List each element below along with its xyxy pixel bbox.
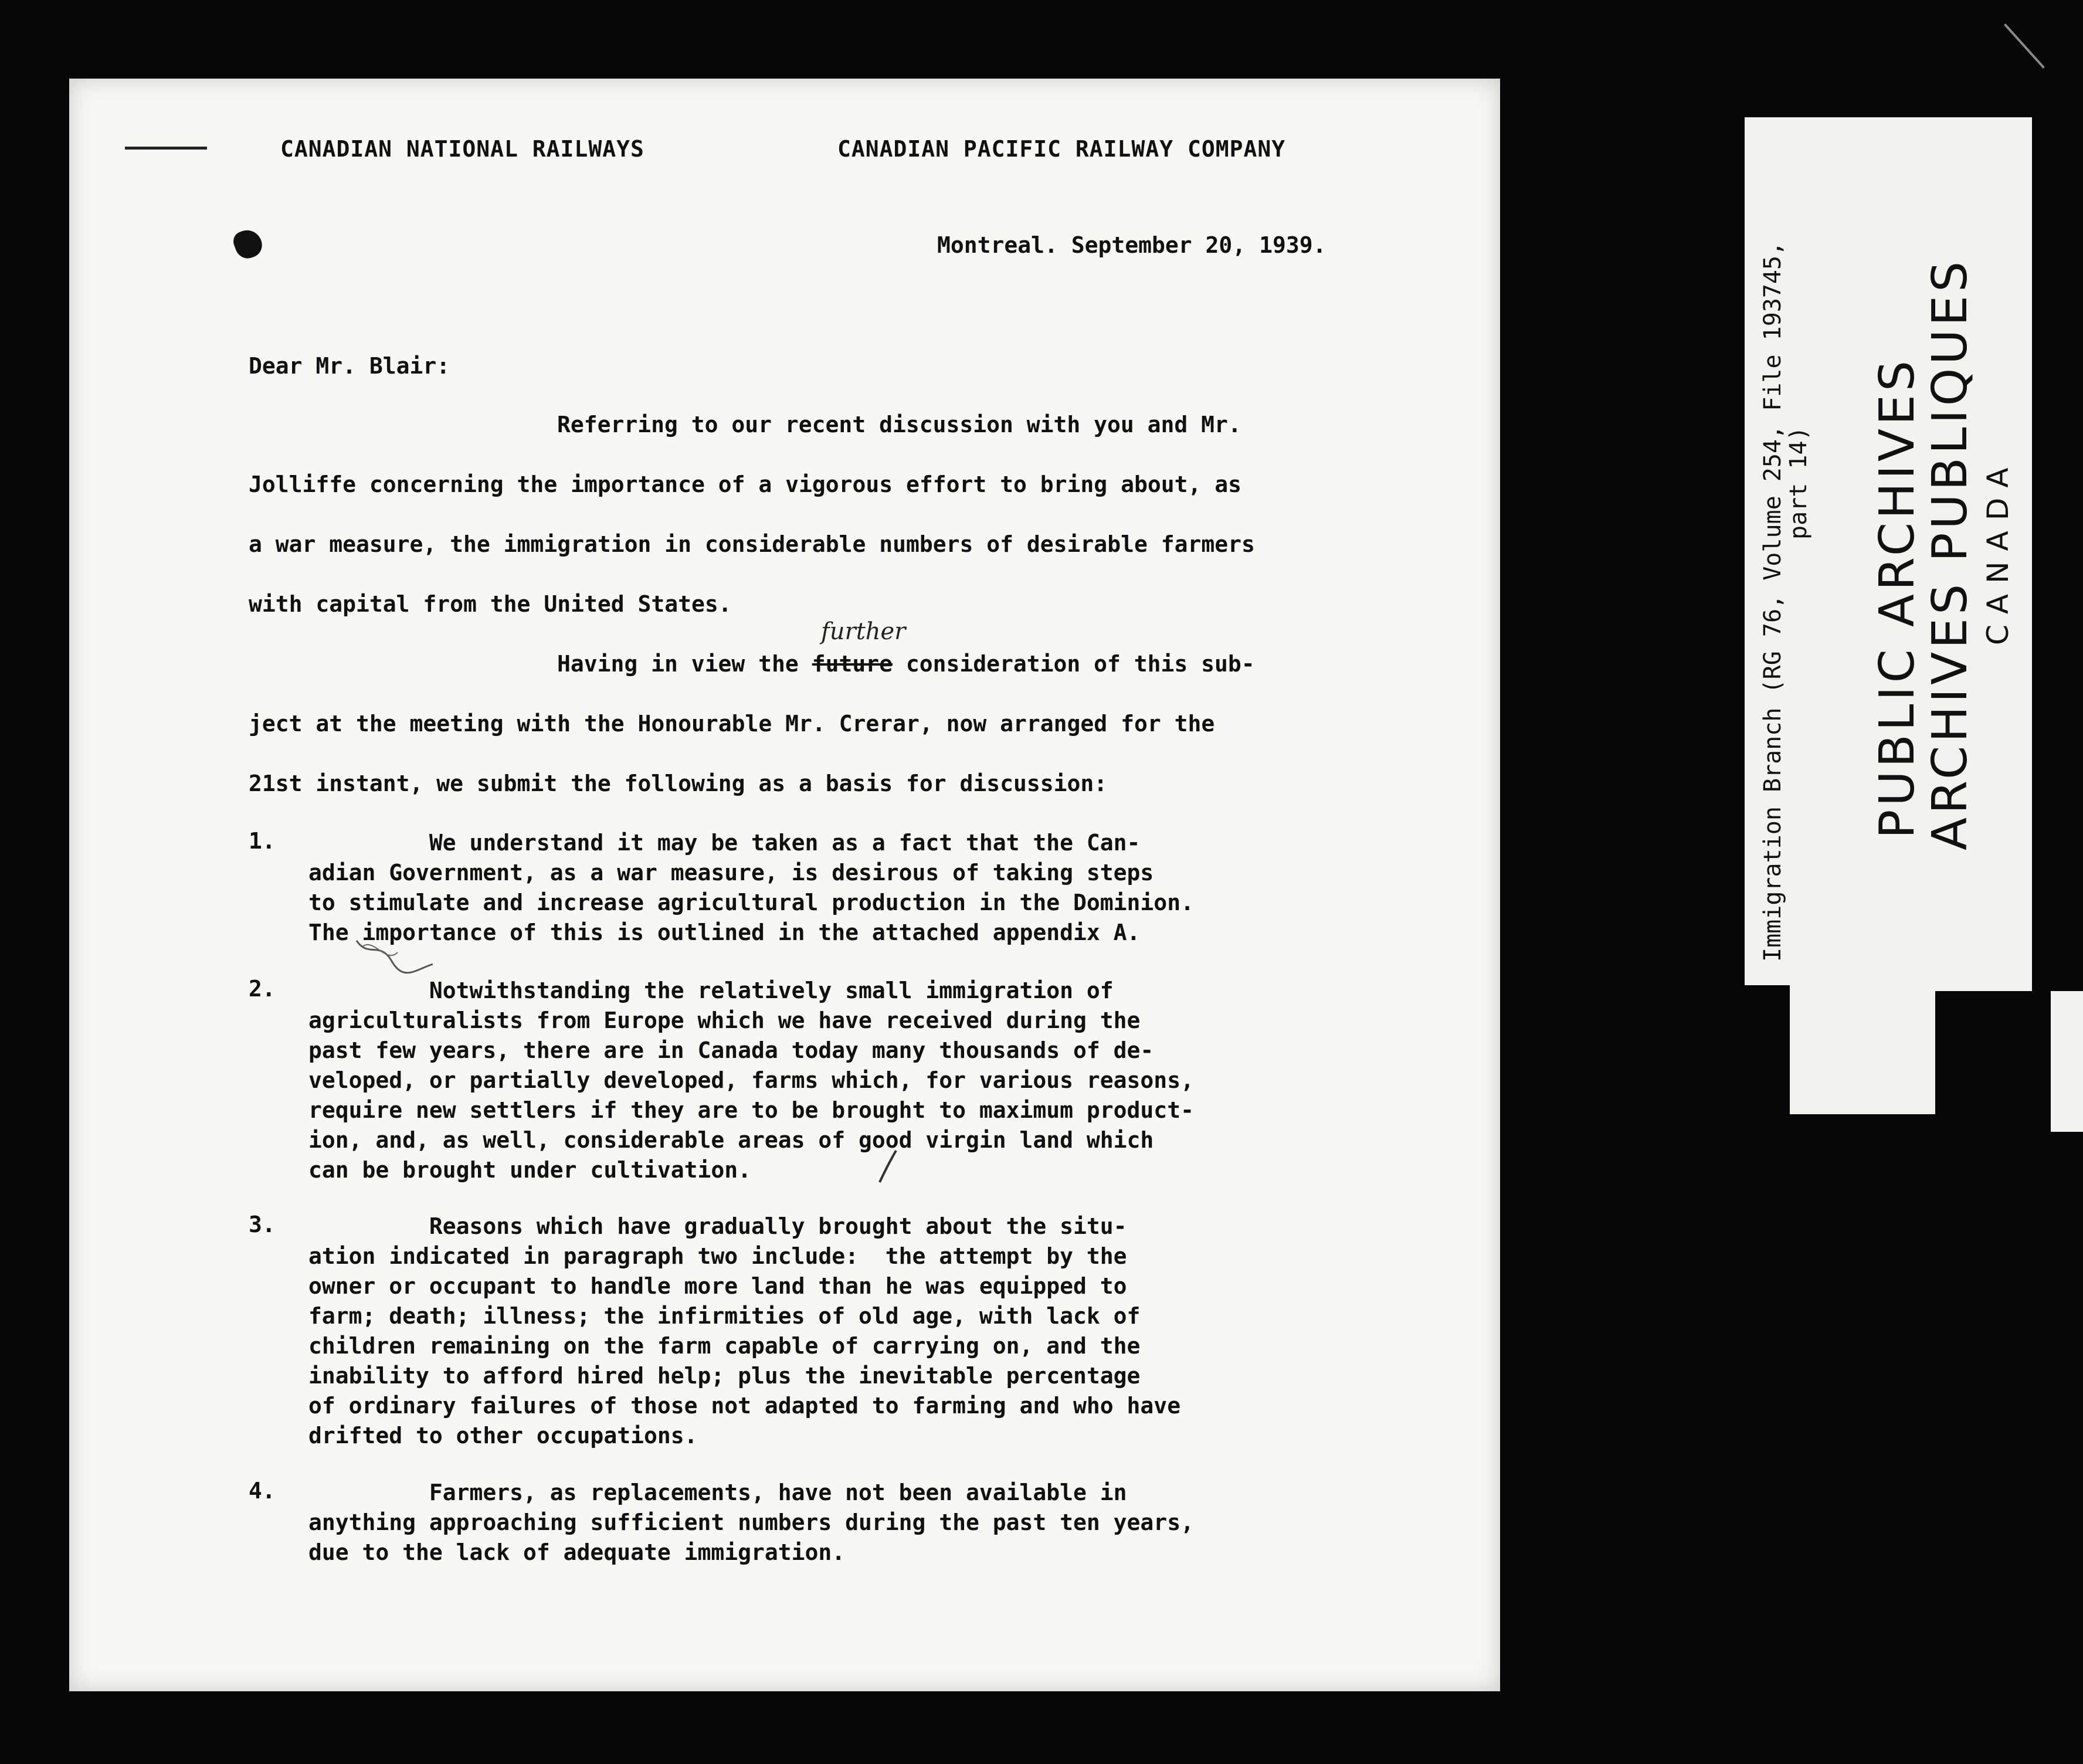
country-label: CANADA [1981,457,2015,645]
item-line: can be brought under cultivation. [308,1157,751,1183]
item-line: The importance of this is outlined in the attached appendix A. [308,920,1141,945]
pencil-tick-mark [873,1146,908,1187]
item-line: to stimulate and increase agricultural production in the Dominion. [308,890,1194,915]
pencil-scribble [345,935,439,982]
intro-line: Jolliffe concerning the importance of a vigorous effort to bring about, as [249,471,1241,497]
item-line: veloped, or partially developed, farms which, for various reasons, [308,1067,1194,1093]
item-line: ion, and, as well, considerable areas of good virgin land which [308,1127,1154,1153]
item-number: 1. [249,828,276,854]
struck-word: future [812,651,893,677]
item-line: due to the lack of adequate immigration. [308,1539,846,1565]
item-line: ation indicated in paragraph two include: the attempt by the [308,1243,1127,1269]
public-archives-title: PUBLIC ARCHIVES [1870,357,1925,839]
archive-reference-line: Immigration Branch (RG 76, Volume 254, File 193745, [1759,241,1786,962]
label-card-edge [2051,991,2083,1132]
archive-reference-line: part 14) [1785,426,1812,540]
second-para-line: 21st instant, we submit the following as a basis for discussion: [249,771,1108,796]
second-para-line: ject at the meeting with the Honourable Mr. Crerar, now arranged for the [249,711,1215,737]
item-line: owner or occupant to handle more land than he was equipped to [308,1273,1127,1299]
item-line: Farmers, as replacements, have not been available in [308,1480,1127,1505]
ink-blot-mark [230,226,266,262]
item-line: require new settlers if they are to be brought to maximum product- [308,1097,1194,1123]
item-line: inability to afford hired help; plus the inevitable percentage [308,1363,1141,1389]
intro-line: a war measure, the immigration in considerable numbers of desirable farmers [249,531,1255,557]
margin-dash-mark [125,147,207,150]
item-line: Notwithstanding the relatively small immigration of [308,978,1114,1003]
label-card-lower [1790,985,1935,1114]
handwritten-insert: further [821,618,906,645]
item-line: drifted to other occupations. [308,1423,698,1448]
intro-line: with capital from the United States. [249,591,732,617]
line-text: consideration of this sub- [892,651,1255,677]
item-line: past few years, there are in Canada today many thousands of de- [308,1037,1154,1063]
item-line: anything approaching sufficient numbers during the past ten years, [308,1509,1194,1535]
archives-publiques-title: ARCHIVES PUBLIQUES [1922,257,1978,850]
letterhead-left: CANADIAN NATIONAL RAILWAYS [280,136,644,162]
corner-scratch [2004,23,2045,69]
date-line: Montreal. September 20, 1939. [937,232,1327,258]
item-line: adian Government, as a war measure, is desirous of taking steps [308,860,1154,886]
second-para-line [557,651,1255,677]
item-number: 3. [249,1212,276,1237]
letter-page [69,79,1500,1691]
item-number: 2. [249,976,276,1002]
item-line: of ordinary failures of those not adapted to farming and who have [308,1393,1181,1419]
item-line: agriculturalists from Europe which we have received during the [308,1007,1141,1033]
item-line: farm; death; illness; the infirmities of old age, with lack of [308,1303,1141,1329]
archive-reference-card [1745,117,1838,985]
letterhead-right: CANADIAN PACIFIC RAILWAY COMPANY [837,136,1286,162]
item-number: 4. [249,1478,276,1504]
intro-line: Referring to our recent discussion with you and Mr. [557,412,1241,437]
item-line: children remaining on the farm capable of carrying on, and the [308,1333,1141,1359]
item-line: Reasons which have gradually brought about the situ- [308,1213,1127,1239]
item-line: We understand it may be taken as a fact that the Can- [308,830,1141,856]
salutation: Dear Mr. Blair: [249,353,450,379]
line-text: Having in view the [557,651,812,677]
